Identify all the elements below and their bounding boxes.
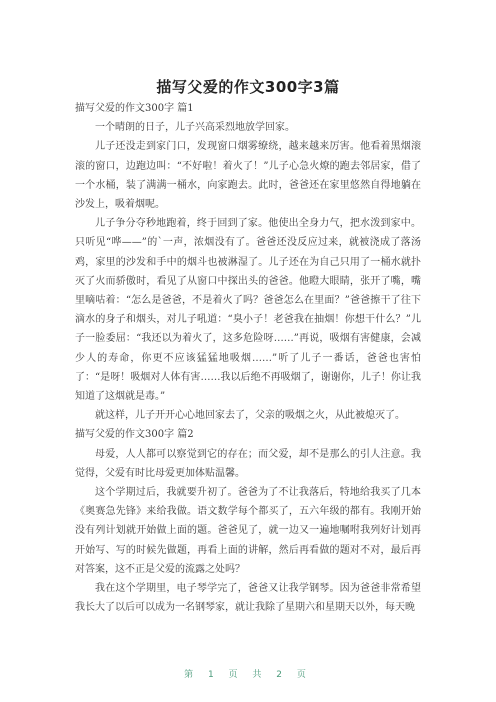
body-paragraph: 就这样，儿子开开心心地回家去了，父亲的吸烟之火，从此被熄灭了。: [95, 410, 405, 422]
page-footer: 第 1 页 共 2 页: [184, 670, 312, 680]
section-heading: 描写父爱的作文300字 篇1: [75, 103, 194, 114]
document-body: [75, 99, 421, 617]
body-paragraph: 这个学期过后，我就要升初了。爸爸为了不让我落后，特地给我买了几本《奥赛急先锋》来给我做。语文数学每个都买了，五六年级的都有。我刚开始没有列计划就开始做上面的题。爸爸见了，就一边又一遍地嘱咐我列好计划再开始写、写的时候先做题，再看上面的讲解，然后再看做的题对不对，最后再对答案，这不正是父爱的流露之处吗？: [75, 487, 421, 575]
body-paragraph: 儿子还没走到家门口，发现窗口烟雾缭绕，越来越来厉害。他看着黑烟滚滚的窗口，边跑边叫：“不好啦！着火了！”儿子心急火燎的跑去邻居家，借了一个水桶，装了满满一桶水，向家跑去。此时，爸爸还在家里悠然自得地躺在沙发上，吸着烟呢。: [75, 141, 421, 211]
body-paragraph: 母爱，人人都可以察觉到它的存在；而父爱，却不是那么的引人注意。我觉得，父爱有时比母爱更加体贴温馨。: [75, 448, 421, 479]
body-paragraph: 一个晴朗的日子，儿子兴高采烈地放学回家。: [95, 122, 295, 134]
body-paragraph: 儿子争分夺秒地跑着，终于回到了家。他使出全身力气，把水泼到家中。只听见“哗——”的`一声，浓烟没有了。爸爸还没反应过来，就被浇成了落汤鸡，家里的沙发和手中的烟斗也被淋湿了。儿子还在为自己只用了一桶水就扑灭了火而骄傲时，看见了从窗口中探出头的爸爸。他瞪大眼睛，张开了嘴，嘴里嘀咕着：“怎么是爸爸，不是着火了吗？爸爸怎么在里面？”爸爸擦干了往下滴水的身子和烟头，对儿子吼道：“臭小子！老爸我在抽烟！你想干什么？”儿子一脸委屈：“我还以为着火了，这多危险呀……”再说，吸烟有害健康，会减少人的寿命，你更不应该猛猛地吸烟……”听了儿子一番话，爸爸也害怕了：“是呀！吸烟对人体有害……我以后绝不再吸烟了，谢谢你，儿子！你让我知道了这烟就是毒。”: [75, 218, 421, 403]
section-heading: 描写父爱的作文300字 篇2: [75, 429, 194, 441]
document-title: 描写父爱的作文300字3篇: [156, 78, 340, 96]
body-paragraph: 我在这个学期里，电子琴学完了，爸爸又让我学钢琴。因为爸爸非常希望我长大了以后可以成为一名钢琴家，就让我除了星期六和星期天以外，每天晚: [75, 583, 421, 614]
